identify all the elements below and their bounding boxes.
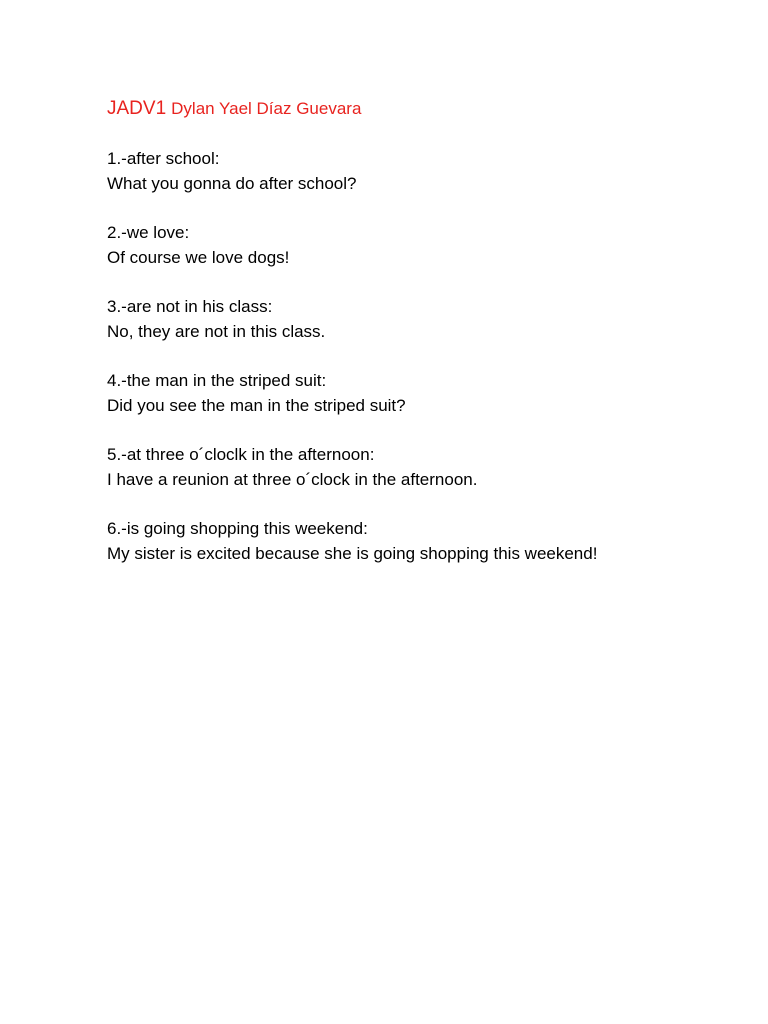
list-item — [107, 442, 747, 492]
item-prompt: 2.-we love: — [107, 223, 190, 242]
item-prompt: 5.-at three o´cloclk in the afternoon: — [107, 445, 375, 464]
item-answer: I have a reunion at three o´clock in the afternoon. — [107, 470, 478, 489]
item-answer: My sister is excited because she is going shopping this weekend! — [107, 544, 598, 563]
item-answer: Did you see the man in the striped suit? — [107, 396, 406, 415]
item-prompt: 3.-are not in his class: — [107, 297, 273, 316]
list-item — [107, 516, 747, 566]
list-item — [107, 368, 747, 418]
item-prompt: 1.-after school: — [107, 149, 220, 168]
item-answer: Of course we love dogs! — [107, 248, 290, 267]
document-title — [107, 94, 747, 122]
title-code: JADV1 — [107, 98, 167, 119]
list-item — [107, 294, 747, 344]
title-name: Dylan Yael Díaz Guevara — [171, 99, 362, 118]
item-prompt: 4.-the man in the striped suit: — [107, 371, 327, 390]
item-answer: No, they are not in this class. — [107, 322, 326, 341]
item-answer: What you gonna do after school? — [107, 174, 357, 193]
item-prompt: 6.-is going shopping this weekend: — [107, 519, 368, 538]
list-item — [107, 220, 747, 270]
document-body — [107, 94, 747, 566]
list-item — [107, 146, 747, 196]
